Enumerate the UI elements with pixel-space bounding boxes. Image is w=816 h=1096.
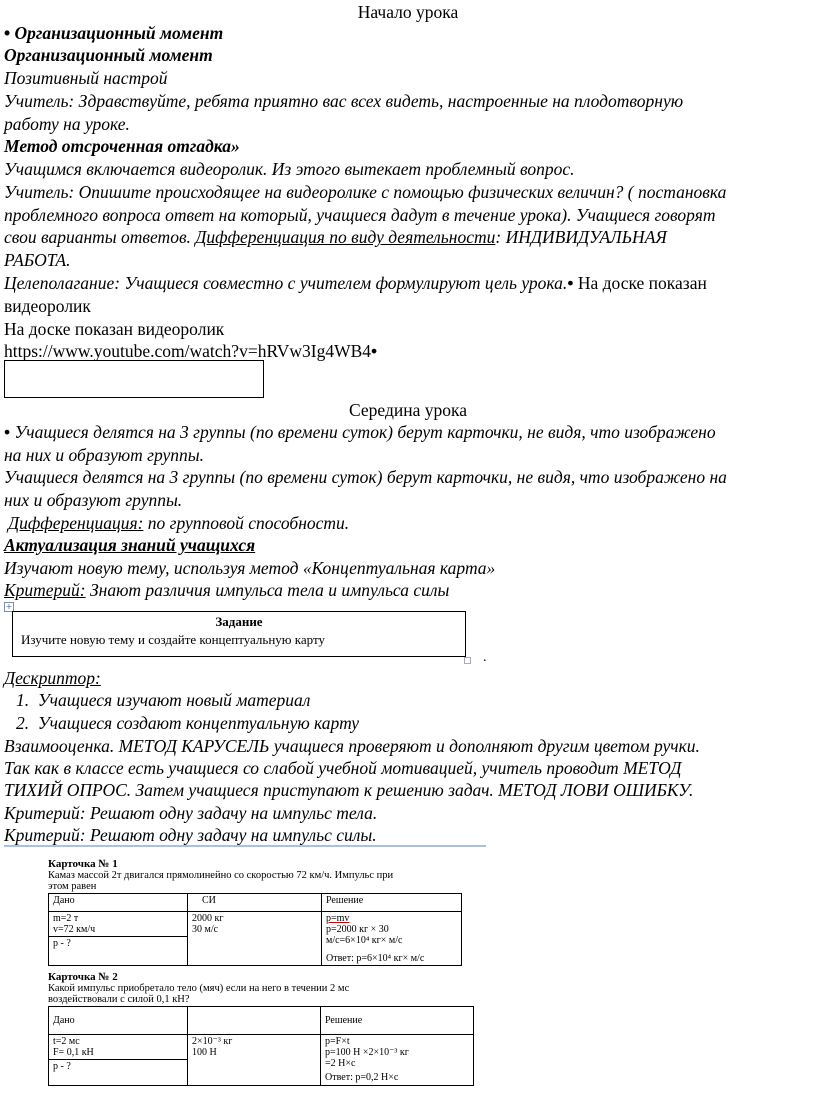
solution-cell: [322, 912, 462, 966]
card-1-title: Карточка № 1: [48, 858, 118, 870]
period-mark: .: [483, 650, 487, 665]
positive-mood: Позитивный настрой: [4, 68, 168, 88]
goal-video: видеоролик: [4, 296, 91, 316]
bullet-icon: •: [371, 341, 378, 361]
solution-line: м/с=6×10⁴ кг× м/с: [326, 935, 403, 946]
peer-1: Взаимооценка. МЕТОД КАРУСЕЛЬ учащиеся проверяют и дополняют другим цветом ручки.: [4, 736, 700, 756]
si-value: 100 Н: [192, 1047, 217, 1058]
peer-3: ТИХИЙ ОПРОС. Затем учащиеся приступают к решению задач. МЕТОД ЛОВИ ОШИБКУ.: [4, 780, 694, 800]
header-solution: Решение: [322, 894, 462, 912]
study-new: Изучают новую тему, используя метод «Концептуальная карта»: [4, 558, 496, 578]
solution-line: =2 Н×с: [325, 1058, 356, 1069]
solution-line: p=mv: [326, 913, 350, 924]
given-unknown: p - ?: [49, 1060, 188, 1086]
header-solution: Решение: [321, 1007, 474, 1035]
teacher-question-3c: : ИНДИВИДУАЛЬНАЯ: [495, 227, 667, 247]
task-title: Задание: [215, 614, 263, 629]
solution-answer: Ответ: p=0,2 Н×с: [325, 1072, 399, 1083]
header-given: Дано: [49, 894, 188, 912]
given-value: F= 0,1 кН: [53, 1047, 94, 1058]
groups-bullet-text: Учащиеся делятся на 3 группы (по времени суток) берут карточки, не видя, что изображено: [14, 422, 716, 442]
board-line: На доске показан видеоролик: [4, 319, 225, 339]
diff-text: по групповой способности.: [143, 513, 350, 533]
bullet-icon: •: [4, 23, 11, 43]
teacher-question-3: [4, 227, 667, 248]
solution-cell: [321, 1035, 474, 1086]
empty-frame: [4, 360, 264, 398]
si-value: 2×10⁻³ кг: [192, 1036, 233, 1047]
si-cell: [188, 1035, 321, 1086]
card-1-text-1: Камаз массой 2т двигался прямолинейно со скоростью 72 км/ч. Импульс при: [48, 870, 394, 881]
divider-line: [4, 845, 486, 847]
header-si: [188, 1007, 321, 1035]
card-2-title: Карточка № 2: [48, 971, 118, 983]
card-1-text-2: этом равен: [48, 881, 97, 892]
teacher-greeting-1: Учитель: Здравствуйте, ребята приятно вас всех видеть, настроенные на плодотворную: [4, 91, 684, 111]
given-cell: [49, 1035, 188, 1060]
si-cell: [188, 912, 322, 966]
card-1: [48, 858, 462, 966]
groups-bullet-2: на них и образуют группы.: [4, 445, 204, 465]
descriptor-num: 2.: [16, 713, 30, 733]
card-2: [48, 971, 474, 1086]
header-si: СИ: [188, 894, 322, 912]
table-move-handle-icon[interactable]: +: [5, 602, 13, 611]
solution-answer: Ответ: p=6×10⁴ кг× м/с: [326, 953, 425, 964]
goal-board-text: На доске показан: [577, 273, 707, 293]
groups-2: них и образуют группы.: [4, 490, 183, 510]
groups-bullet-1: [4, 422, 716, 443]
given-value: m=2 т: [53, 913, 79, 924]
si-value: 2000 кг: [192, 913, 224, 924]
bullet-icon: •: [4, 422, 11, 442]
teacher-greeting-2: работу на уроке.: [4, 114, 130, 134]
heading-start: Начало урока: [357, 2, 459, 22]
task-box: [12, 611, 466, 657]
diff-activity-label: Дифференциация по виду деятельности: [195, 227, 496, 247]
descriptor-item-2: [16, 713, 359, 734]
si-value: 30 м/с: [192, 924, 219, 935]
differentiation: [8, 513, 349, 534]
goal-line: [4, 273, 707, 294]
goal-text: Целеполагание: Учащиеся совместно с учителем формулируют цель урока.: [4, 273, 568, 293]
card-2-table: [48, 1006, 474, 1086]
bullet-icon: •: [567, 273, 574, 293]
given-value: t=2 мс: [53, 1036, 80, 1047]
task-text: Изучите новую тему и создайте концептуальную карту: [21, 632, 325, 647]
criterion-force: Критерий: Решают одну задачу на импульс силы.: [4, 825, 377, 845]
table-resize-handle-icon[interactable]: [464, 657, 471, 664]
video-url[interactable]: https://www.youtube.com/watch?v=hRVw3Ig4WB4: [4, 341, 372, 361]
given-value: v=72 км/ч: [53, 924, 96, 935]
video-url-line: [4, 341, 377, 362]
teacher-question-2: проблемного вопроса ответ на который, учащиеся дадут в течение урока). Учащиеся говорят: [4, 205, 716, 225]
card-1-table: [48, 893, 462, 966]
given-unknown: p - ?: [49, 937, 188, 966]
diff-label: Дифференциация:: [8, 513, 144, 533]
method-title: Метод отсроченная отгадка»: [4, 136, 240, 156]
video-line: Учащимся включается видеоролик. Из этого вытекает проблемный вопрос.: [4, 159, 575, 179]
heading-middle: Середина урока: [349, 400, 467, 420]
peer-2: Так как в классе есть учащиеся со слабой учебной мотивацией, учитель проводит МЕТОД: [4, 758, 682, 778]
actualization: Актуализация знаний учащихся: [4, 535, 256, 555]
card-2-text-1: Какой импульс приобретало тело (мяч) если на него в течении 2 мс: [48, 983, 350, 994]
solution-line: p=100 Н ×2×10⁻³ кг: [325, 1047, 409, 1058]
descriptor-item-1: [16, 690, 310, 711]
descriptor-text: Учащиеся изучают новый материал: [37, 690, 311, 710]
given-cell: [49, 912, 188, 937]
teacher-question-4: РАБОТА.: [4, 250, 71, 270]
header-given: Дано: [49, 1007, 188, 1035]
criterion-body: Критерий: Решают одну задачу на импульс тела.: [4, 803, 378, 823]
descriptor-text: Учащиеся создают концептуальную карту: [37, 713, 360, 733]
criterion-text: Знают различия импульса тела и импульса силы: [85, 580, 450, 600]
groups-1: Учащиеся делятся на 3 группы (по времени суток) берут карточки, не видя, что изображено на: [4, 467, 727, 487]
criterion: [4, 580, 449, 601]
org-moment-bullet: [4, 23, 223, 44]
descriptor-num: 1.: [16, 690, 30, 710]
criterion-label: Критерий:: [4, 580, 86, 600]
solution-line: p=F×t: [325, 1036, 350, 1047]
card-2-text-2: воздействовали с силой 0,1 кН?: [48, 994, 190, 1005]
teacher-question-3a: свои варианты ответов.: [4, 227, 196, 247]
org-moment: Организационный момент: [4, 45, 213, 65]
solution-line: p=2000 кг × 30: [326, 924, 389, 935]
teacher-question-1: Учитель: Опишите происходящее на видеоролике с помощью физических величин? ( постановка: [4, 182, 727, 202]
descriptor-label: Дескриптор:: [4, 668, 101, 688]
org-moment-bullet-text: Организационный момент: [14, 23, 224, 43]
